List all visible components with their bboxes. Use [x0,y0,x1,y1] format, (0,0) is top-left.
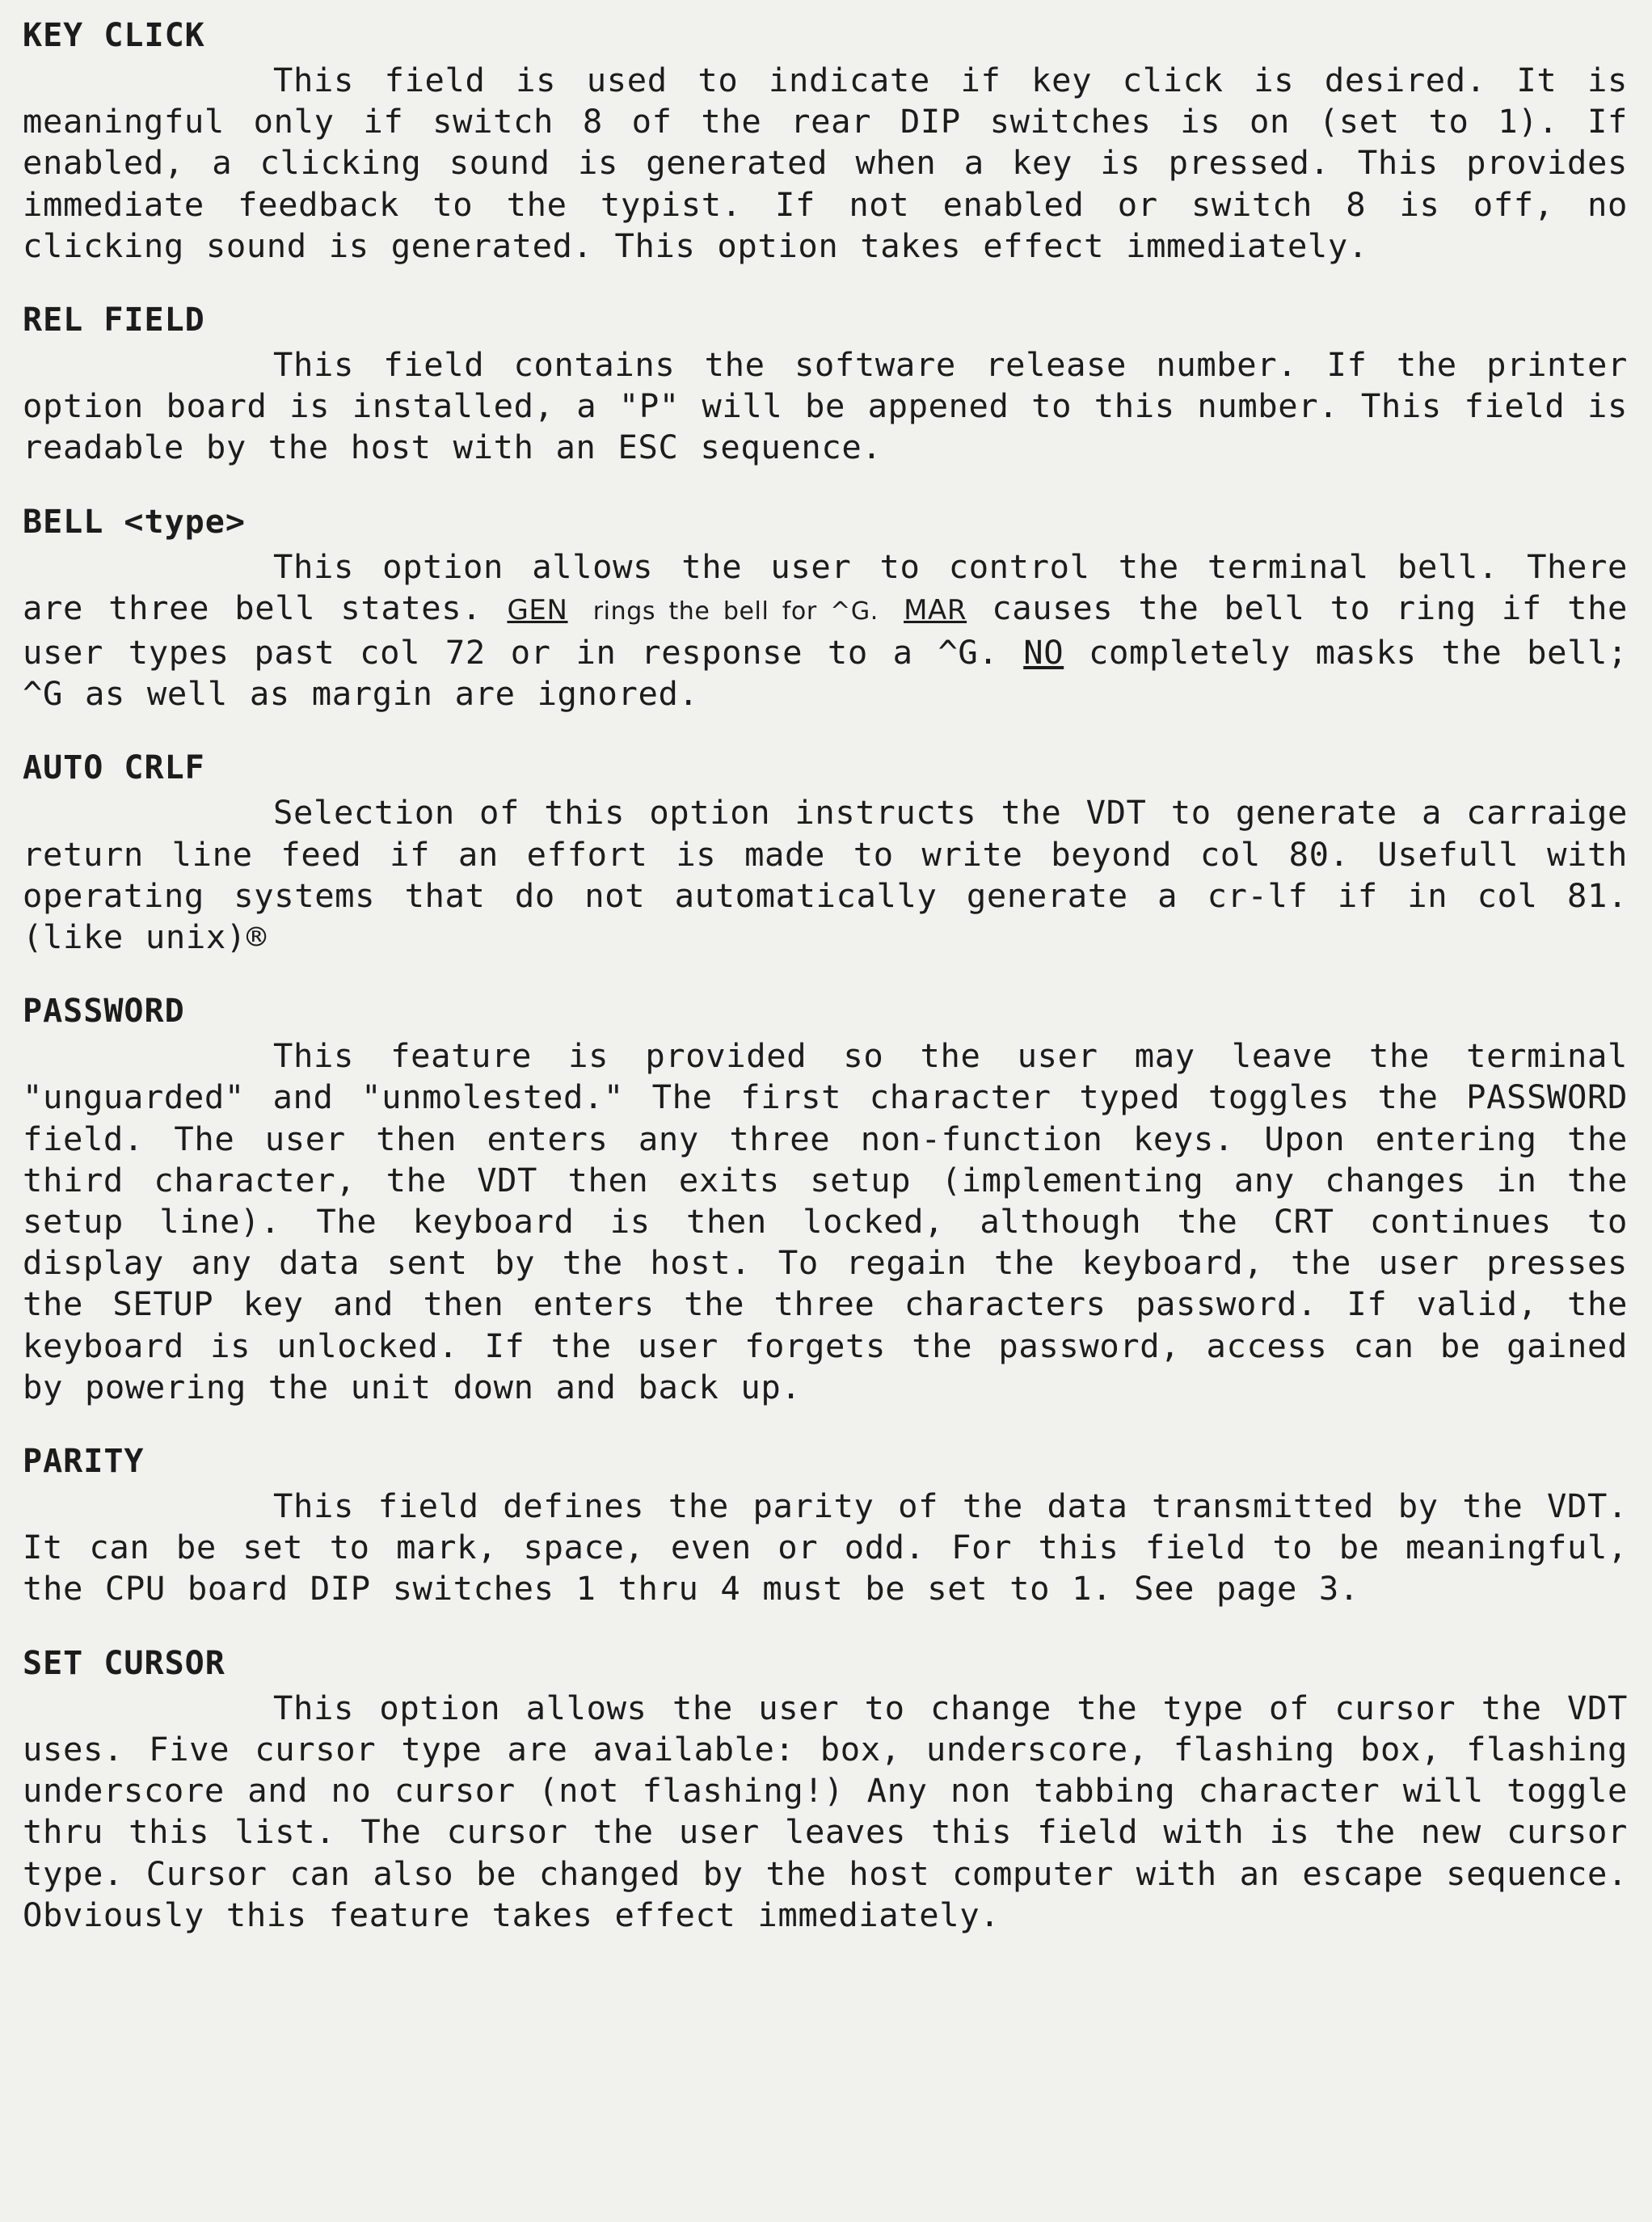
section-bell [23,501,1628,715]
section-heading: PARITY [23,1443,145,1481]
section-heading: AUTO CRLF [23,749,205,787]
bell-gen-label: GEN [507,593,568,626]
section-heading: KEY CLICK [23,17,205,54]
section-body: This feature is provided so the user may leave the terminal "unguarded" and "unmolested." The first character typed toggles the PASSWORD field. The user then enters any three non-function keys. Upon entering the third character, the VDT then exits setup (implementing any changes in the setup line). The keyboard is then locked, although the CRT continues to display any data sent by the host. To regain the keyboard, the user presses the SETUP key and then enters the three characters password. If valid, the keyboard is unlocked. If the user forgets the password, access can be gained by powering the unit down and back up. [23,1036,1628,1406]
section-auto-crlf [23,747,1628,958]
bell-no-text: completely masks the bell; ^G as well as margin are ignored. [23,633,1629,714]
bell-mar-label: MAR [904,593,967,626]
bell-no-label: NO [1023,633,1064,673]
section-password [23,990,1628,1408]
section-body: This field contains the software release number. If the printer option board is installed, a "P" will be appened to this number. This field is readable by the host with an ESC sequence. [23,345,1628,467]
bell-mar-text: causes the bell to ring if the user types past col 72 or in response to a ^G. [23,588,1629,673]
bell-gen-text: rings the bell for ^G. [592,597,879,626]
section-body: This field defines the parity of the data transmitted by the VDT. It can be set to mark, space, even or odd. For this field to be meaningful, the CPU board DIP switches 1 thru 4 must be set to 1. See page 3. [23,1486,1628,1609]
section-body: This option allows the user to change the type of cursor the VDT uses. Five cursor type are available: box, underscore, flashing box, flashing underscore and no cursor (not flashing!) Any non tabbing character will toggle thru this list. The cursor the user leaves this field with is the new cursor type. Cursor can also be changed by the host computer with an escape sequence. Obviously this feature takes effect immediately. [23,1688,1628,1934]
section-heading: REL FIELD [23,301,205,339]
section-heading: SET CURSOR [23,1644,225,1682]
section-body: This field is used to indicate if key click is desired. It is meaningful only if switch 8 of the rear DIP switches is on (set to 1). If enabled, a clicking sound is generated when a key is pressed. This provides immediate feedback to the typist. If not enabled or switch 8 is off, no clicking sound is generated. This option takes effect immediately. [23,61,1628,265]
section-parity [23,1440,1628,1610]
section-heading: BELL <type> [23,503,246,541]
section-body [23,546,1628,715]
section-heading: PASSWORD [23,993,185,1031]
section-rel-field [23,299,1628,469]
bell-intro-text: This option allows the user to control the terminal bell. There are three bell states. [23,546,1628,627]
section-key-click [23,15,1628,267]
section-set-cursor [23,1642,1628,1936]
section-body: Selection of this option instructs the VDT to generate a carraige return line feed if an effort is made to write beyond col 80. Usefull with operating systems that do not automatically generate a cr-lf if in col 81. (like unix)® [23,793,1628,957]
